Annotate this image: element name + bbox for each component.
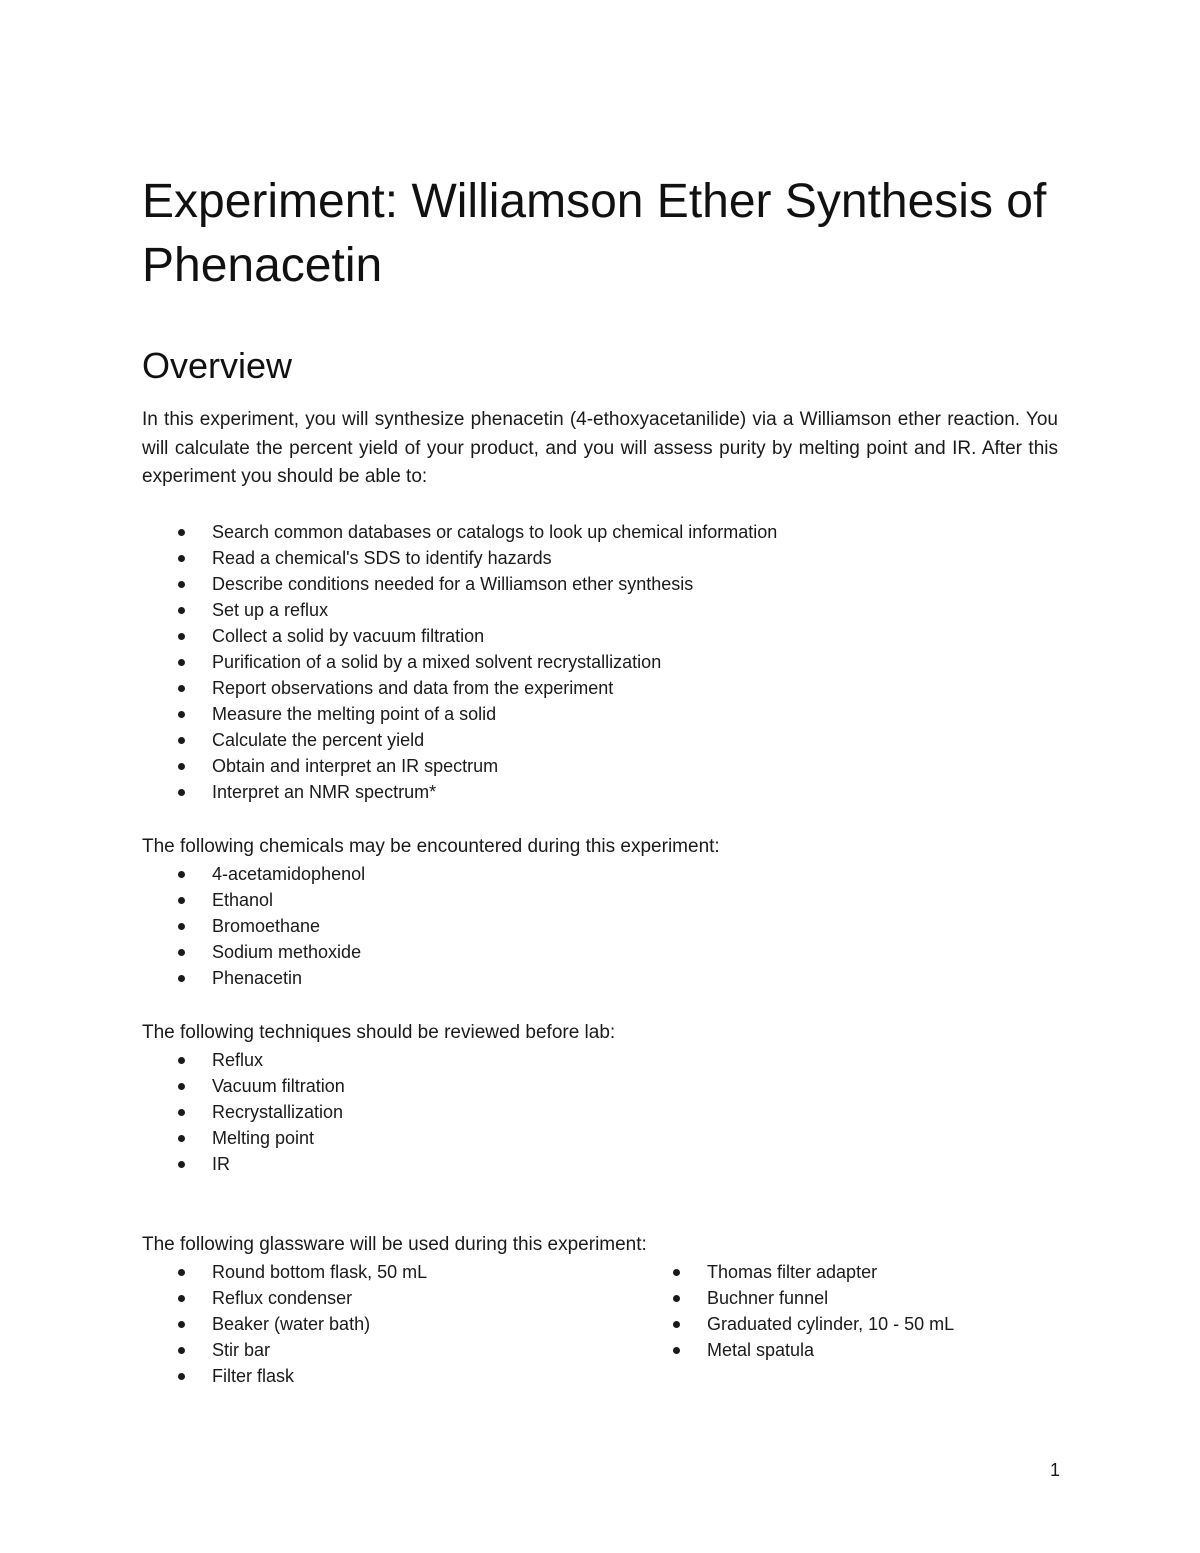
objectives-list: [178, 519, 777, 805]
list-item: Round bottom flask, 50 mL: [178, 1259, 427, 1285]
bullet-icon: [178, 529, 185, 536]
list-item: Melting point: [178, 1125, 345, 1151]
bullet-icon: [178, 685, 185, 692]
page-number: 1: [1049, 1460, 1060, 1480]
bullet-icon: [673, 1269, 680, 1276]
list-item: 4-acetamidophenol: [178, 861, 365, 887]
overview-paragraph: In this experiment, you will synthesize phenacetin (4-ethoxyacetanilide) via a Williamson ether reaction. You will calculate the percent yield of your product, and you will assess purity by melting point and IR. After this experiment you should be able to:: [142, 409, 1058, 487]
techniques-list: [178, 1047, 345, 1177]
glassware-list-left: [178, 1259, 427, 1389]
document-title: Experiment: Williamson Ether Synthesis of Phenacetin: [142, 175, 1047, 292]
bullet-icon: [178, 1269, 185, 1276]
list-item: Describe conditions needed for a Williamson ether synthesis: [178, 571, 777, 597]
bullet-icon: [178, 1161, 185, 1168]
list-item: Thomas filter adapter: [673, 1259, 954, 1285]
list-item: Read a chemical's SDS to identify hazards: [178, 545, 777, 571]
list-item: Bromoethane: [178, 913, 365, 939]
bullet-icon: [178, 975, 185, 982]
list-item: Metal spatula: [673, 1337, 954, 1363]
bullet-icon: [178, 1347, 185, 1354]
techniques-lead: The following techniques should be reviewed before lab:: [142, 1022, 616, 1043]
bullet-icon: [178, 1083, 185, 1090]
bullet-icon: [178, 871, 185, 878]
bullet-icon: [673, 1295, 680, 1302]
chemicals-list: [178, 861, 365, 991]
list-item: Search common databases or catalogs to look up chemical information: [178, 519, 777, 545]
bullet-icon: [178, 555, 185, 562]
bullet-icon: [673, 1347, 680, 1354]
list-item: Collect a solid by vacuum filtration: [178, 623, 777, 649]
list-item: Reflux: [178, 1047, 345, 1073]
bullet-icon: [178, 949, 185, 956]
bullet-icon: [178, 659, 185, 666]
list-item: Vacuum filtration: [178, 1073, 345, 1099]
list-item: Ethanol: [178, 887, 365, 913]
list-item: Measure the melting point of a solid: [178, 701, 777, 727]
list-item: Purification of a solid by a mixed solvent recrystallization: [178, 649, 777, 675]
bullet-icon: [673, 1321, 680, 1328]
list-item: Stir bar: [178, 1337, 427, 1363]
bullet-icon: [178, 711, 185, 718]
bullet-icon: [178, 1373, 185, 1380]
list-item: Phenacetin: [178, 965, 365, 991]
list-item: Buchner funnel: [673, 1285, 954, 1311]
glassware-list-right: [673, 1259, 954, 1363]
bullet-icon: [178, 897, 185, 904]
bullet-icon: [178, 1321, 185, 1328]
list-item: IR: [178, 1151, 345, 1177]
list-item: Report observations and data from the experiment: [178, 675, 777, 701]
bullet-icon: [178, 737, 185, 744]
overview-heading: Overview: [142, 345, 293, 386]
bullet-icon: [178, 789, 185, 796]
list-item: Set up a reflux: [178, 597, 777, 623]
glassware-lead: The following glassware will be used during this experiment:: [142, 1234, 647, 1255]
list-item: Interpret an NMR spectrum*: [178, 779, 777, 805]
bullet-icon: [178, 581, 185, 588]
bullet-icon: [178, 1295, 185, 1302]
list-item: Reflux condenser: [178, 1285, 427, 1311]
bullet-icon: [178, 1109, 185, 1116]
bullet-icon: [178, 607, 185, 614]
bullet-icon: [178, 633, 185, 640]
list-item: Graduated cylinder, 10 - 50 mL: [673, 1311, 954, 1337]
list-item: Sodium methoxide: [178, 939, 365, 965]
bullet-icon: [178, 923, 185, 930]
chemicals-lead: The following chemicals may be encountered during this experiment:: [142, 836, 720, 857]
list-item: Filter flask: [178, 1363, 427, 1389]
list-item: Recrystallization: [178, 1099, 345, 1125]
list-item: Obtain and interpret an IR spectrum: [178, 753, 777, 779]
list-item: Beaker (water bath): [178, 1311, 427, 1337]
list-item: Calculate the percent yield: [178, 727, 777, 753]
bullet-icon: [178, 763, 185, 770]
bullet-icon: [178, 1135, 185, 1142]
bullet-icon: [178, 1057, 185, 1064]
